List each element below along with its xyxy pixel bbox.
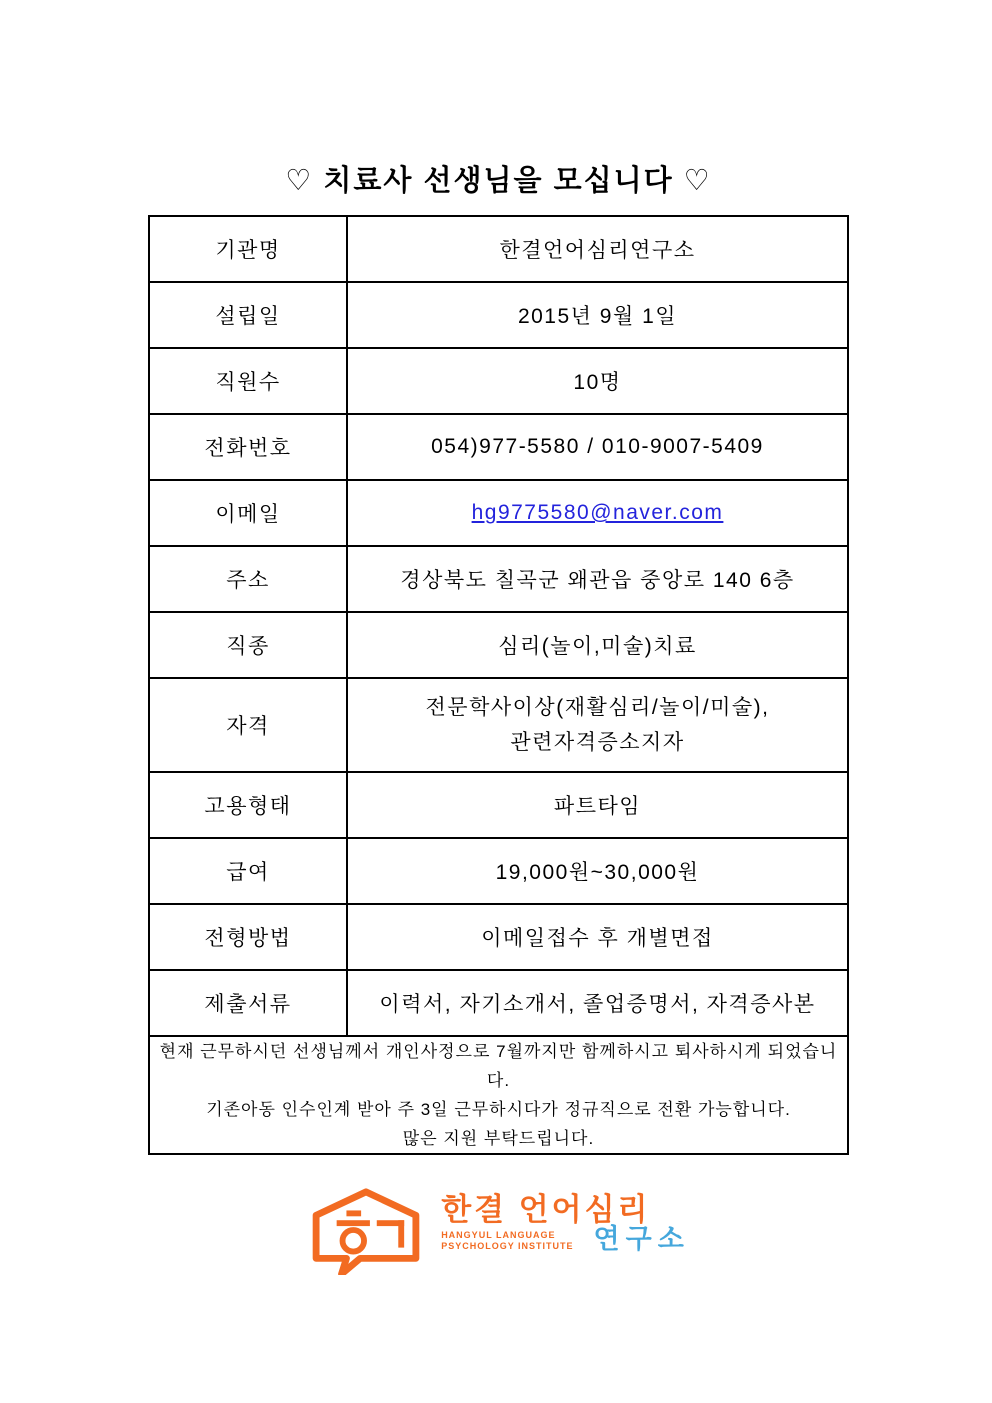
row-value: 19,000원~30,000원 bbox=[347, 838, 848, 904]
note-line-2: 기존아동 인수인계 받아 주 3일 근무하시다가 정규직으로 전환 가능합니다. bbox=[206, 1100, 791, 1119]
row-address bbox=[149, 546, 848, 612]
logo-en-line-2: PSYCHOLOGY INSTITUTE bbox=[441, 1241, 574, 1252]
row-label: 고용형태 bbox=[149, 772, 347, 838]
house-speech-bubble-monogram-icon bbox=[307, 1185, 425, 1275]
qualification-line-1: 전문학사이상(재활심리/놀이/미술), bbox=[425, 696, 770, 719]
row-job-type bbox=[149, 612, 848, 678]
row-phone bbox=[149, 414, 848, 480]
row-value bbox=[347, 678, 848, 772]
row-label: 기관명 bbox=[149, 216, 347, 282]
row-email bbox=[149, 480, 848, 546]
logo-name-english bbox=[441, 1230, 573, 1252]
row-value: 경상북도 칠곡군 왜관읍 중앙로 140 6층 bbox=[347, 546, 848, 612]
row-note bbox=[149, 1036, 848, 1154]
logo-suffix-korean: 연구소 bbox=[593, 1224, 690, 1255]
row-value bbox=[347, 480, 848, 546]
row-value: 파트타임 bbox=[347, 772, 848, 838]
logo-text bbox=[441, 1185, 690, 1253]
row-value: 10명 bbox=[347, 348, 848, 414]
qualification-line-2: 관련자격증소지자 bbox=[510, 731, 685, 754]
row-value: 2015년 9월 1일 bbox=[347, 282, 848, 348]
page-title: ♡ 치료사 선생님을 모십니다 ♡ bbox=[285, 165, 712, 197]
row-label: 설립일 bbox=[149, 282, 347, 348]
row-value: 심리(놀이,미술)치료 bbox=[347, 612, 848, 678]
row-label: 이메일 bbox=[149, 480, 347, 546]
row-staff-count bbox=[149, 348, 848, 414]
row-label: 주소 bbox=[149, 546, 347, 612]
row-label: 제출서류 bbox=[149, 970, 347, 1036]
row-value: 한결언어심리연구소 bbox=[347, 216, 848, 282]
job-info-table bbox=[148, 215, 849, 1155]
note-cell bbox=[149, 1036, 848, 1154]
row-institution-name bbox=[149, 216, 848, 282]
row-label: 자격 bbox=[149, 678, 347, 772]
row-label: 직원수 bbox=[149, 348, 347, 414]
document-page bbox=[148, 0, 849, 1275]
row-selection-method bbox=[149, 904, 848, 970]
row-label: 직종 bbox=[149, 612, 347, 678]
email-link[interactable]: hg9775580@naver.com bbox=[471, 501, 724, 524]
logo-name-korean: 한결 언어심리 bbox=[441, 1192, 651, 1227]
row-founded-date bbox=[149, 282, 848, 348]
row-value: 054)977-5580 / 010-9007-5409 bbox=[347, 414, 848, 480]
row-label: 전형방법 bbox=[149, 904, 347, 970]
row-salary bbox=[149, 838, 848, 904]
logo-en-line-1: HANGYUL LANGUAGE bbox=[441, 1230, 556, 1241]
row-value: 이메일접수 후 개별면접 bbox=[347, 904, 848, 970]
note-line-3: 많은 지원 부탁드립니다. bbox=[402, 1129, 595, 1148]
row-label: 급여 bbox=[149, 838, 347, 904]
row-value: 이력서, 자기소개서, 졸업증명서, 자격증사본 bbox=[347, 970, 848, 1036]
logo bbox=[148, 1185, 849, 1275]
row-label: 전화번호 bbox=[149, 414, 347, 480]
note-line-1: 현재 근무하시던 선생님께서 개인사정으로 7월까지만 함께하시고 퇴사하시게 되었습니다. bbox=[159, 1042, 838, 1090]
row-employment-type bbox=[149, 772, 848, 838]
row-documents bbox=[149, 970, 848, 1036]
row-qualification bbox=[149, 678, 848, 772]
